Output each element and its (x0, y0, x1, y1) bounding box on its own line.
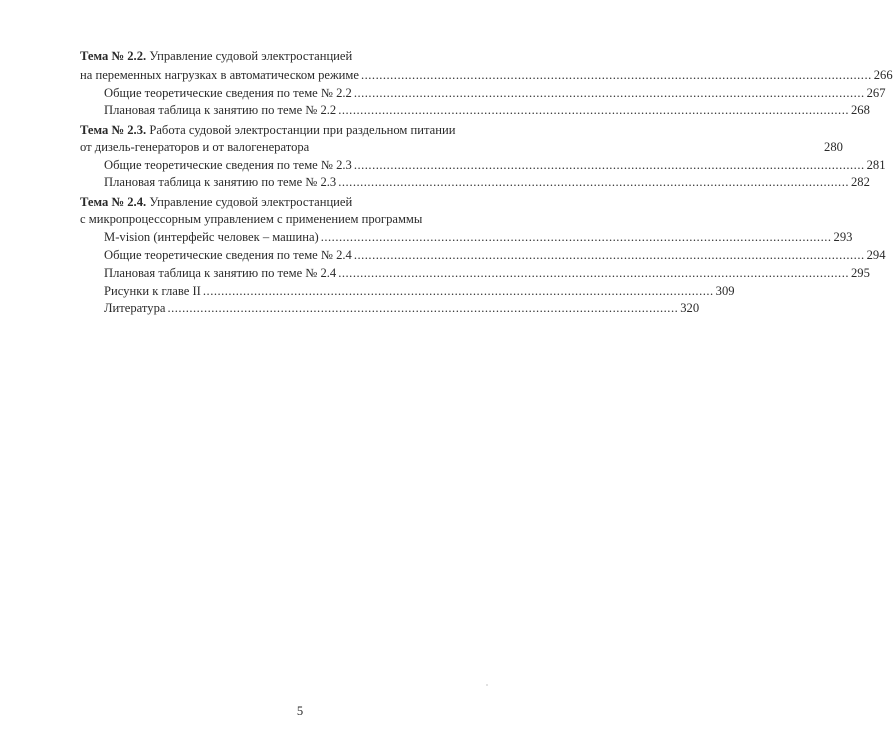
topic-title: от дизель-генераторов и от валогенератора (80, 140, 310, 154)
subentry-title: Общие теоретические сведения по теме № 2.4 (104, 248, 352, 262)
dot-leader: ............................................................................................................................................ (353, 158, 865, 172)
toc-entry-2-4-heading (80, 193, 352, 211)
subentry-title: Плановая таблица к занятию по теме № 2.3 (104, 175, 337, 189)
subentry-title: Рисунки к главе II (104, 284, 201, 298)
toc-entry-2-3[interactable] (80, 138, 843, 156)
page-ref: 295 (851, 266, 870, 280)
page-ref: 268 (851, 103, 870, 117)
topic-title: на переменных нагрузках в автоматическом режиме (80, 68, 359, 82)
dot-leader: ............................................................................................................................................ (167, 301, 679, 315)
toc-entry-2-4-plan[interactable] (104, 264, 870, 282)
topic-title: Работа судовой электростанции при раздельном питании (149, 123, 456, 137)
toc-entry-literature[interactable] (104, 299, 700, 317)
topic-title: M-vision (интерфейс человек – машина) (104, 230, 319, 244)
topic-label: Тема № 2.4. (80, 195, 147, 209)
topic-title: с микропроцессорным управлением с применением программы (80, 212, 423, 226)
page-ref: 309 (715, 284, 735, 298)
dot-leader: ............................................................................................................................................ (353, 86, 865, 100)
topic-title: Управление судовой электростанцией (149, 49, 353, 63)
toc-entry-2-4-heading-cont (80, 210, 422, 228)
dot-leader: ............................................................................................................................................ (338, 266, 849, 280)
toc-entry-2-4-theory[interactable] (104, 246, 886, 264)
toc-entry-figures[interactable] (104, 282, 735, 300)
dot-leader: ............................................................................................................................................ (338, 103, 849, 117)
scan-speck (486, 684, 488, 686)
subentry-title: Плановая таблица к занятию по теме № 2.2 (104, 103, 337, 117)
page-ref: 294 (866, 248, 886, 262)
subentry-title: Общие теоретические сведения по теме № 2.3 (104, 158, 352, 172)
dot-leader: ............................................................................................................................................ (360, 68, 872, 82)
page-ref: 267 (866, 86, 886, 100)
dot-leader: ............................................................................................................................................ (338, 175, 849, 189)
dot-leader: ............................................................................................................................................ (202, 284, 714, 298)
subentry-title: Общие теоретические сведения по теме № 2.2 (104, 86, 352, 100)
toc-entry-2-3-heading (80, 121, 455, 139)
toc-entry-2-2-theory[interactable] (104, 84, 886, 102)
dot-leader: ............................................................................................................................................ (320, 230, 832, 244)
page-ref: 320 (680, 301, 700, 315)
toc-entry-2-2-plan[interactable] (104, 101, 870, 119)
page-ref: 282 (851, 175, 870, 189)
page-ref: 266 (873, 68, 893, 82)
toc-entry-2-2[interactable] (80, 66, 893, 84)
topic-label: Тема № 2.2. (80, 49, 147, 63)
subentry-title: Литература (104, 301, 166, 315)
page-ref: 281 (866, 158, 886, 172)
page-ref: 280 (824, 140, 843, 154)
toc-entry-2-3-plan[interactable] (104, 173, 870, 191)
page-ref: 293 (833, 230, 853, 244)
page-number: 5 (296, 704, 304, 718)
topic-title: Управление судовой электростанцией (149, 195, 353, 209)
toc-entry-2-4[interactable] (104, 228, 853, 246)
subentry-title: Плановая таблица к занятию по теме № 2.4 (104, 266, 337, 280)
dot-leader: ............................................................................................................................................ (353, 248, 865, 262)
toc-entry-2-2-heading (80, 47, 352, 65)
toc-entry-2-3-theory[interactable] (104, 156, 886, 174)
topic-label: Тема № 2.3. (80, 123, 147, 137)
